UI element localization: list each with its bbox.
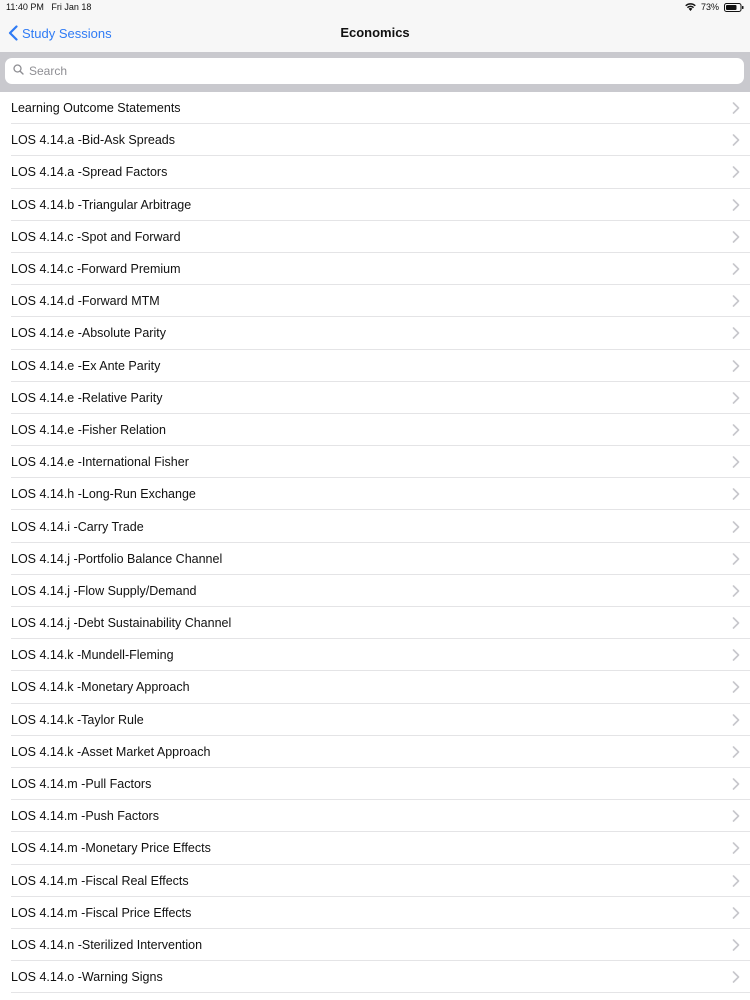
chevron-right-icon bbox=[732, 392, 740, 404]
list-item-label: LOS 4.14.e -Absolute Parity bbox=[11, 326, 166, 341]
chevron-right-icon bbox=[732, 649, 740, 661]
status-date: Fri Jan 18 bbox=[51, 2, 92, 12]
back-button[interactable] bbox=[8, 14, 112, 52]
list-item[interactable] bbox=[0, 607, 750, 639]
list-item[interactable] bbox=[0, 768, 750, 800]
list-item[interactable] bbox=[0, 736, 750, 768]
list-item-label: LOS 4.14.c -Forward Premium bbox=[11, 262, 181, 277]
list-item[interactable] bbox=[0, 478, 750, 510]
status-time-date bbox=[6, 0, 91, 14]
status-bar bbox=[0, 0, 750, 14]
list-item[interactable] bbox=[0, 929, 750, 961]
list-item[interactable] bbox=[0, 156, 750, 188]
list-item-label: LOS 4.14.j -Portfolio Balance Channel bbox=[11, 551, 223, 566]
list-item[interactable] bbox=[0, 639, 750, 671]
list-item-label: LOS 4.14.m -Monetary Price Effects bbox=[11, 841, 211, 856]
chevron-right-icon bbox=[732, 553, 740, 565]
chevron-right-icon bbox=[732, 617, 740, 629]
search-bar bbox=[0, 52, 750, 92]
list-item-label: LOS 4.14.e -Ex Ante Parity bbox=[11, 358, 161, 373]
chevron-right-icon bbox=[732, 939, 740, 951]
list-item-label: LOS 4.14.k -Asset Market Approach bbox=[11, 744, 211, 759]
list-item-label: LOS 4.14.n -Sterilized Intervention bbox=[11, 937, 203, 952]
chevron-right-icon bbox=[732, 907, 740, 919]
chevron-right-icon bbox=[732, 746, 740, 758]
list-item[interactable] bbox=[0, 446, 750, 478]
chevron-right-icon bbox=[732, 521, 740, 533]
list-item-label: LOS 4.14.m -Fiscal Real Effects bbox=[11, 873, 189, 888]
list-item-label: LOS 4.14.k -Mundell-Fleming bbox=[11, 648, 174, 663]
chevron-right-icon bbox=[732, 327, 740, 339]
list-item[interactable] bbox=[0, 961, 750, 993]
list-item-label: LOS 4.14.e -Relative Parity bbox=[11, 390, 163, 405]
list-item[interactable] bbox=[0, 285, 750, 317]
list-item[interactable] bbox=[0, 800, 750, 832]
list-item-label: LOS 4.14.o -Warning Signs bbox=[11, 970, 163, 985]
chevron-right-icon bbox=[732, 810, 740, 822]
list-item[interactable] bbox=[0, 414, 750, 446]
list-item-label: LOS 4.14.k -Monetary Approach bbox=[11, 680, 190, 695]
chevron-right-icon bbox=[732, 134, 740, 146]
list-item[interactable] bbox=[0, 575, 750, 607]
list-item-label: LOS 4.14.a -Bid-Ask Spreads bbox=[11, 133, 175, 148]
chevron-right-icon bbox=[732, 456, 740, 468]
chevron-right-icon bbox=[732, 102, 740, 114]
battery-percent: 73% bbox=[700, 2, 719, 12]
list-item-label: LOS 4.14.m -Pull Factors bbox=[11, 777, 152, 792]
chevron-right-icon bbox=[732, 842, 740, 854]
chevron-right-icon bbox=[732, 424, 740, 436]
battery-icon bbox=[724, 3, 744, 12]
status-time: 11:40 PM bbox=[6, 2, 44, 12]
status-indicators bbox=[685, 0, 744, 14]
list-item[interactable] bbox=[0, 865, 750, 897]
list-item-label: LOS 4.14.b -Triangular Arbitrage bbox=[11, 197, 192, 212]
list-item[interactable] bbox=[0, 671, 750, 703]
list-item[interactable] bbox=[0, 189, 750, 221]
chevron-right-icon bbox=[732, 585, 740, 597]
chevron-right-icon bbox=[732, 714, 740, 726]
list-item-label: LOS 4.14.a -Spread Factors bbox=[11, 165, 168, 180]
wifi-icon bbox=[685, 3, 696, 11]
list-item-label: LOS 4.14.d -Forward MTM bbox=[11, 294, 160, 309]
list-item-label: LOS 4.14.k -Taylor Rule bbox=[11, 712, 144, 727]
list-item-label: LOS 4.14.m -Fiscal Price Effects bbox=[11, 905, 192, 920]
list-item[interactable] bbox=[0, 221, 750, 253]
list-item[interactable] bbox=[0, 510, 750, 542]
chevron-right-icon bbox=[732, 681, 740, 693]
chevron-right-icon bbox=[732, 778, 740, 790]
search-icon bbox=[13, 62, 24, 80]
chevron-right-icon bbox=[732, 263, 740, 275]
chevron-left-icon bbox=[8, 25, 18, 41]
back-button-label: Study Sessions bbox=[22, 25, 112, 41]
search-input[interactable] bbox=[29, 64, 709, 78]
list-item-label: LOS 4.14.j -Flow Supply/Demand bbox=[11, 583, 197, 598]
chevron-right-icon bbox=[732, 875, 740, 887]
search-field[interactable] bbox=[5, 58, 744, 84]
chevron-right-icon bbox=[732, 971, 740, 983]
list-item[interactable] bbox=[0, 543, 750, 575]
page-title: Economics bbox=[340, 25, 410, 40]
list-item[interactable] bbox=[0, 832, 750, 864]
list-item-label: Learning Outcome Statements bbox=[11, 101, 181, 116]
list-item[interactable] bbox=[0, 317, 750, 349]
list-item-label: LOS 4.14.j -Debt Sustainability Channel bbox=[11, 616, 232, 631]
list-item[interactable] bbox=[0, 382, 750, 414]
chevron-right-icon bbox=[732, 360, 740, 372]
chevron-right-icon bbox=[732, 231, 740, 243]
chevron-right-icon bbox=[732, 166, 740, 178]
navigation-bar bbox=[0, 14, 750, 52]
list-item[interactable] bbox=[0, 704, 750, 736]
chevron-right-icon bbox=[732, 488, 740, 500]
list-item-label: LOS 4.14.c -Spot and Forward bbox=[11, 229, 181, 244]
list-item[interactable] bbox=[0, 124, 750, 156]
list-item-label: LOS 4.14.e -International Fisher bbox=[11, 455, 189, 470]
list-item[interactable] bbox=[0, 253, 750, 285]
list-item[interactable] bbox=[0, 92, 750, 124]
chevron-right-icon bbox=[732, 199, 740, 211]
los-list bbox=[0, 92, 750, 993]
list-item-label: LOS 4.14.e -Fisher Relation bbox=[11, 422, 166, 437]
list-item-label: LOS 4.14.i -Carry Trade bbox=[11, 519, 144, 534]
list-item-label: LOS 4.14.h -Long-Run Exchange bbox=[11, 487, 196, 502]
list-item[interactable] bbox=[0, 897, 750, 929]
list-item-label: LOS 4.14.m -Push Factors bbox=[11, 809, 159, 824]
chevron-right-icon bbox=[732, 295, 740, 307]
list-item[interactable] bbox=[0, 350, 750, 382]
